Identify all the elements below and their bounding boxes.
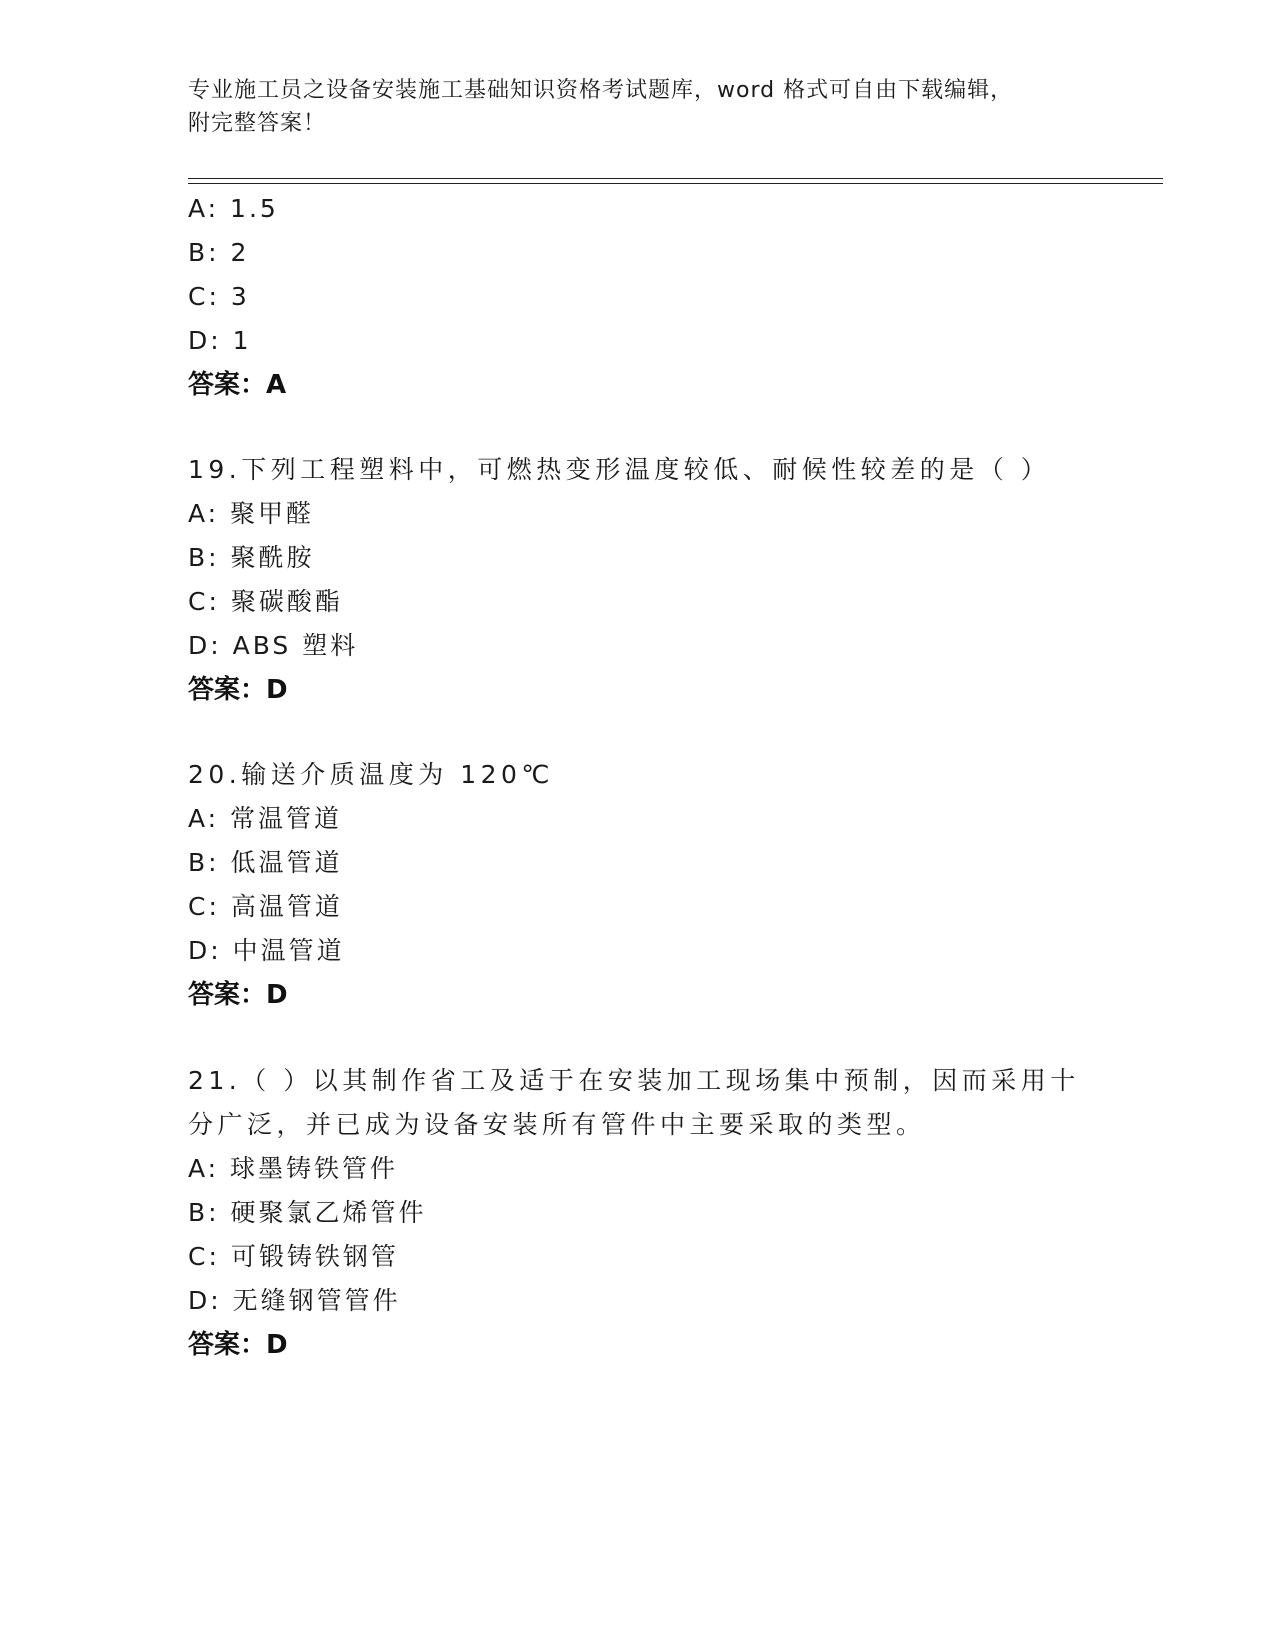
q20-option-d: D: 中温管道 bbox=[188, 936, 345, 965]
q21-stem-line-1: 21.（ ）以其制作省工及适于在安装加工现场集中预制，因而采用十 bbox=[188, 1066, 1080, 1095]
q18-option-a: A: 1.5 bbox=[188, 194, 279, 223]
header-line-1: 专业施工员之设备安装施工基础知识资格考试题库，word 格式可自由下载编辑， bbox=[188, 78, 1014, 103]
q18-answer: 答案：A bbox=[188, 370, 287, 400]
q21-option-c: C: 可锻铸铁钢管 bbox=[188, 1242, 399, 1271]
q21-answer: 答案：D bbox=[188, 1330, 288, 1360]
q18-option-d: D: 1 bbox=[188, 326, 252, 355]
q19-option-d: D: ABS 塑料 bbox=[188, 631, 359, 660]
header-divider-top bbox=[188, 178, 1163, 179]
q19-answer: 答案：D bbox=[188, 675, 288, 705]
q19-option-b: B: 聚酰胺 bbox=[188, 543, 315, 572]
q20-option-a: A: 常温管道 bbox=[188, 804, 343, 833]
q19-stem: 19.下列工程塑料中，可燃热变形温度较低、耐候性较差的是（ ） bbox=[188, 455, 1051, 484]
q18-option-c: C: 3 bbox=[188, 282, 250, 311]
q19-option-a: A: 聚甲醛 bbox=[188, 499, 315, 528]
q21-stem-line-2: 分广泛，并已成为设备安装所有管件中主要采取的类型。 bbox=[188, 1110, 926, 1139]
q18-option-b: B: 2 bbox=[188, 238, 250, 267]
q20-option-c: C: 高温管道 bbox=[188, 892, 343, 921]
q21-option-d: D: 无缝钢管管件 bbox=[188, 1286, 401, 1315]
q21-option-a: A: 球墨铸铁管件 bbox=[188, 1154, 399, 1183]
q21-option-b: B: 硬聚氯乙烯管件 bbox=[188, 1198, 427, 1227]
header-line-2: 附完整答案！ bbox=[188, 111, 327, 136]
q20-stem: 20.输送介质温度为 120℃ bbox=[188, 760, 554, 789]
header-divider-bottom bbox=[188, 183, 1163, 184]
q19-option-c: C: 聚碳酸酯 bbox=[188, 587, 343, 616]
q20-answer: 答案：D bbox=[188, 980, 288, 1010]
document-header bbox=[188, 74, 1088, 140]
q20-option-b: B: 低温管道 bbox=[188, 848, 343, 877]
